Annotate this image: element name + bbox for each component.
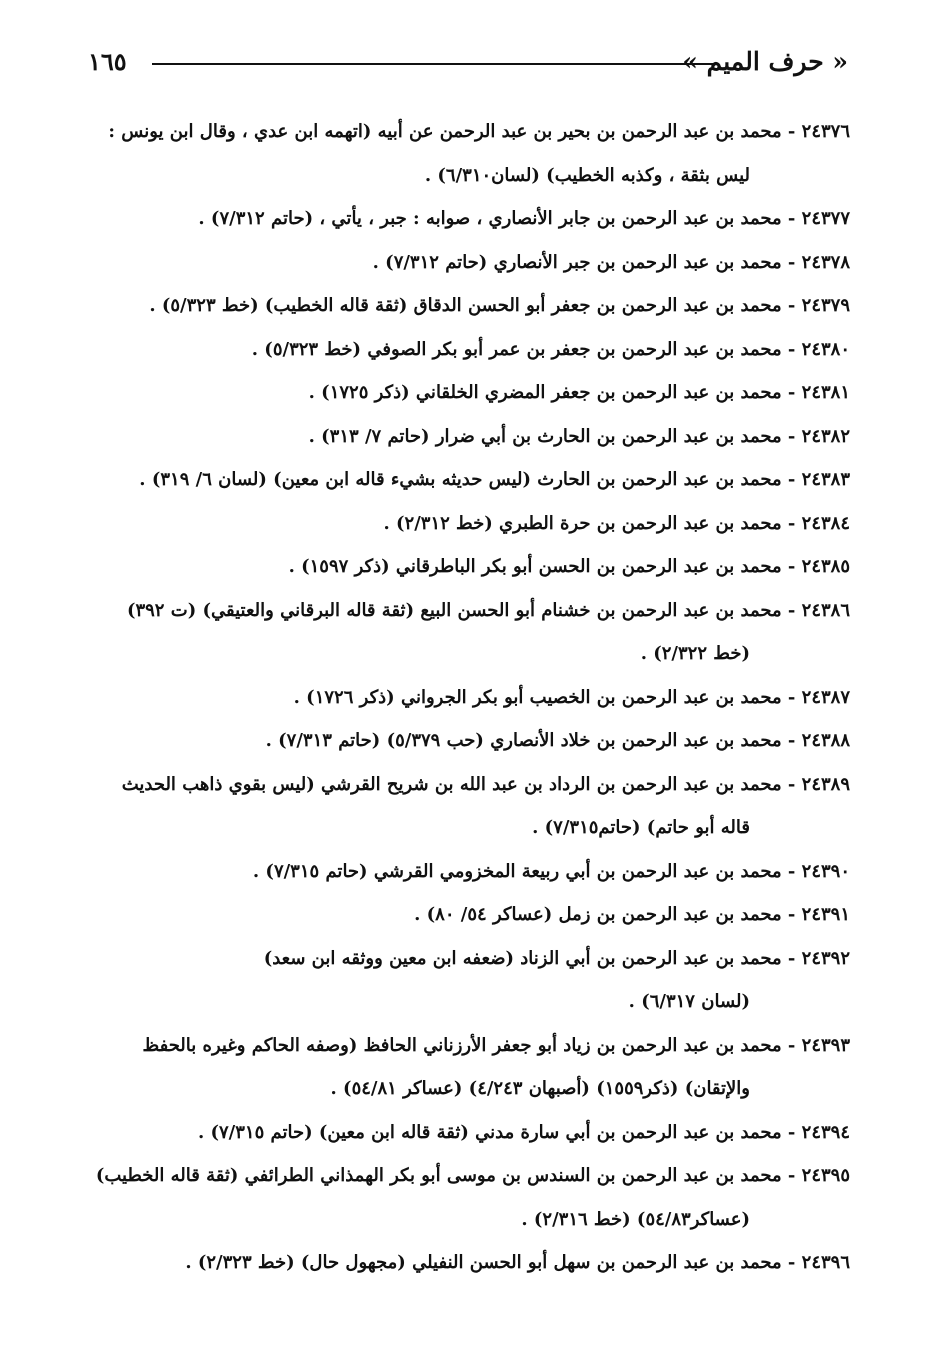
entry-continuation: (عساكر٥٤/٨٣) (خط ٢/٣١٦) . [521,1208,750,1230]
entry-line: ٢٤٣٩٢ - محمد بن عبد الرحمن بن أبي الزناد (ضعفه ابن معين ووثقه ابن سعد) [263,947,850,969]
entry-line: ٢٤٣٨٧ - محمد بن عبد الرحمن بن الخصيب أبو بكر الجرواني (ذكر ١٧٢٦) . [293,686,850,708]
entry-line: ٢٤٣٩٣ - محمد بن عبد الرحمن بن زياد أبو جعفر الأرزناني الحافظ (وصفه الحاكم وغيره بالحفظ [142,1034,850,1056]
entry-line: ٢٤٣٨٦ - محمد بن عبد الرحمن بن خشنام أبو الحسن البيع (ثقة قاله البرقاني والعتيقي) (ت ٣٩٢) [126,599,850,621]
entry-line: ٢٤٣٩١ - محمد بن عبد الرحمن بن زمل (عساكر ٥٤/ ٨٠) . [414,904,850,925]
entry-line: ٢٤٣٩٠ - محمد بن عبد الرحمن بن أبي ربيعة المخزومي القرشي (حاتم ٧/٣١٥) . [252,860,850,882]
entry [84,1111,850,1155]
entry [84,284,850,328]
entry [84,719,850,763]
entry-line: ٢٤٣٩٥ - محمد بن عبد الرحمن بن السندس بن موسى أبو بكر الهمذاني الطرائفي (ثقة قاله الخطيب) [95,1165,850,1186]
entry [84,589,850,676]
entry [84,893,850,937]
entry-line: ٢٤٣٩٤ - محمد بن عبد الرحمن بن أبي سارة مدني (ثقة قاله ابن معين) (حاتم ٧/٣١٥) . [197,1121,850,1143]
entry-continuation: قاله أبو حاتم) (حاتم٧/٣١٥) . [532,817,750,838]
entry-line: ٢٤٣٧٦ - محمد بن عبد الرحمن بن بحير بن عبد الرحمن عن أبيه (اتهمه ابن عدي ، وقال ابن يونس : [108,121,850,142]
entry-line: ٢٤٣٨٢ - محمد بن عبد الرحمن بن الحارث بن أبي ضرار (حاتم ٧/ ٣١٣) . [308,425,850,447]
chapter-title: « حرف الميم » [682,47,848,76]
entry-continuation: ليس بثقة ، وكذبه الخطيب) (لسان٦/٣١٠) . [424,164,750,186]
entry-continuation: والإتقان) (ذكر١٥٥٩) (أصبهان ٤/٢٤٣) (عساكر ٥٤/٨١) . [330,1078,750,1099]
entry-line: ٢٤٣٨٨ - محمد بن عبد الرحمن بن خلاد الأنصاري (حب ٥/٣٧٩) (حاتم ٧/٣١٣) . [265,730,850,751]
entry-continuation: (لسان ٦/٣١٧) . [628,991,750,1012]
entry [84,110,850,197]
entry-line: ٢٤٣٧٨ - محمد بن عبد الرحمن بن جبر الأنصاري (حاتم ٧/٣١٢) . [372,251,850,273]
header-rule [152,63,718,65]
entry [84,328,850,372]
entry [84,676,850,720]
entry [84,1024,850,1111]
entry-continuation: (خط ٢/٣٢٢) . [640,643,750,664]
page-number: ١٦٥ [88,47,127,76]
entry-line: ٢٤٣٧٧ - محمد بن عبد الرحمن بن جابر الأنصاري ، صوابه : جبر ، يأتي ، (حاتم ٧/٣١٢) . [198,208,850,229]
entry-line: ٢٤٣٨١ - محمد بن عبد الرحمن بن جعفر المضري الخلقاني (ذكر ١٧٢٥) . [308,382,850,403]
entry-line: ٢٤٣٨٣ - محمد بن عبد الرحمن بن الحارث (ليس حديثه بشيء قاله ابن معين) (لسان ٦/ ٣١٩) . [139,469,850,490]
entry-line: ٢٤٣٨٩ - محمد بن عبد الرحمن بن الرداد بن عبد الله بن شريح القرشي (ليس بقوي ذاهب الحديث [121,773,850,795]
entry [84,197,850,241]
entry [84,502,850,546]
entry-line: ٢٤٣٧٩ - محمد بن عبد الرحمن بن جعفر أبو الحسن الدقاق (ثقة قاله الخطيب) (خط ٥/٣٢٣) . [149,295,850,316]
page-header [88,42,848,82]
entry [84,937,850,1024]
entry [84,1154,850,1241]
entry-line: ٢٤٣٨٥ - محمد بن عبد الرحمن بن الحسن أبو بكر الباطرقاني (ذكر ١٥٩٧) . [288,556,850,577]
entry [84,371,850,415]
entry [84,850,850,894]
entry-list [84,110,850,1285]
entry [84,458,850,502]
entry [84,415,850,459]
entry [84,241,850,285]
entry [84,1241,850,1285]
entry [84,763,850,850]
entry-line: ٢٤٣٩٦ - محمد بن عبد الرحمن بن سهل أبو الحسن النفيلي (مجهول حال) (خط ٢/٣٢٣) . [185,1252,850,1273]
entry-line: ٢٤٣٨٠ - محمد بن عبد الرحمن بن جعفر بن عمر أبو بكر الصوفي (خط ٥/٣٢٣) . [251,338,850,360]
entry [84,545,850,589]
entry-line: ٢٤٣٨٤ - محمد بن عبد الرحمن بن حرة الطبري (خط ٢/٣١٢) . [383,512,850,534]
